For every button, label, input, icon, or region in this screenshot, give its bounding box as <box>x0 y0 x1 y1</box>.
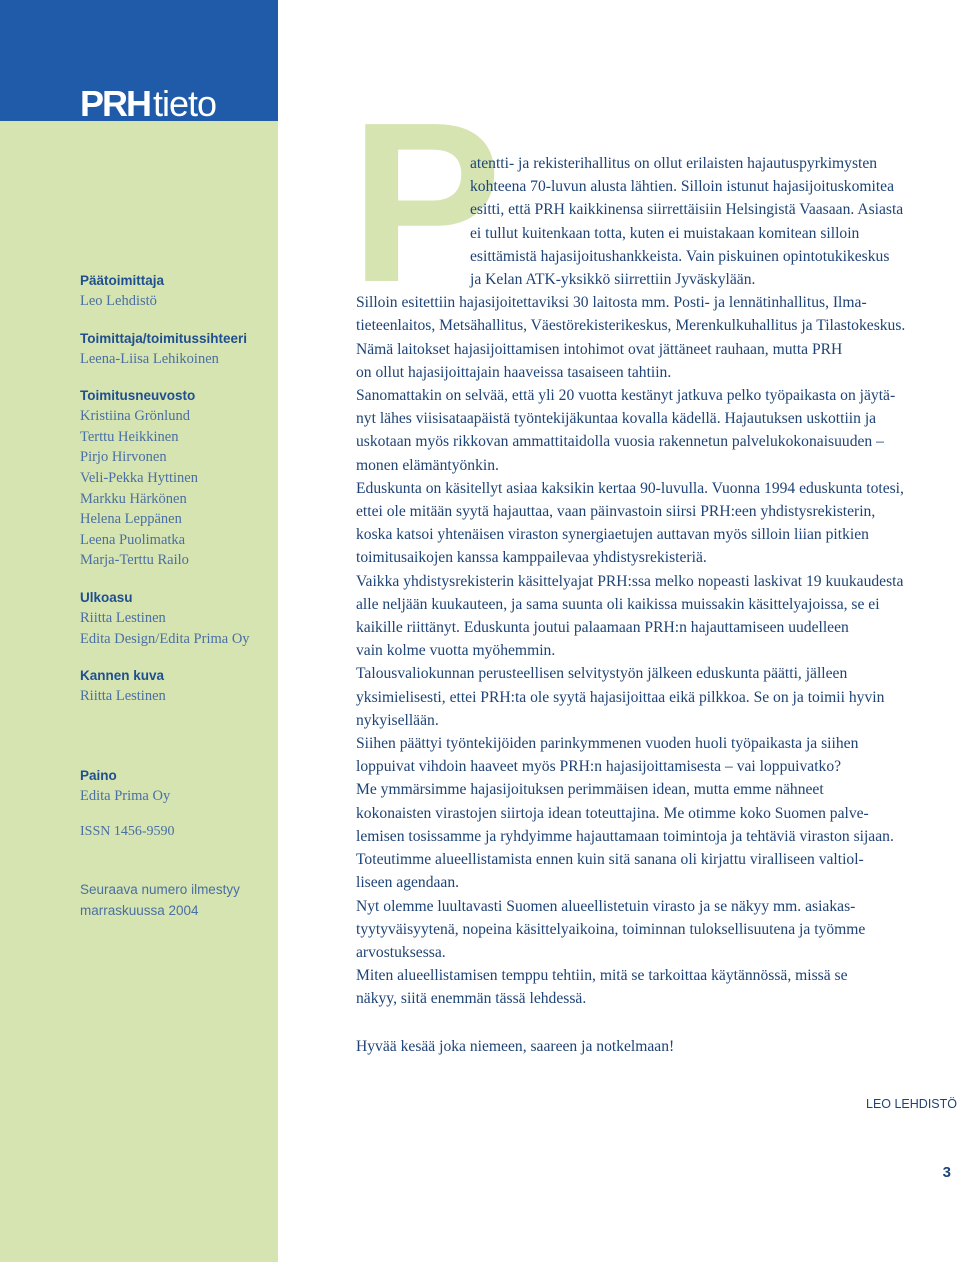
paragraph-line: nyt lähes viisisataapäistä työntekijäkuntaa kovalla kädellä. Hajautuksen uskottiin ja <box>356 410 877 428</box>
logo-prh: PRH <box>80 83 151 124</box>
masthead-name: Riitta Lestinen <box>80 688 166 705</box>
prh-tieto-logo <box>80 84 216 124</box>
lead-line: esitti, että PRH kaikkinensa siirrettäisiin Helsingistä Vaasaan. Asiasta <box>470 201 904 219</box>
paragraph-line: kokonaisten virastojen siirtoja idean toteuttajina. Me otimme koko Suomen palve- <box>356 804 869 822</box>
paragraph-line: on ollut hajasijoittajain haaveissa tasaiseen tahtiin. <box>356 363 672 381</box>
masthead <box>80 270 270 937</box>
paragraph-line: toimitusaikojen kanssa kamppailevaa yhdistysrekisteriä. <box>356 549 707 567</box>
masthead-heading: Päätoimittaja <box>80 273 165 288</box>
masthead-name: Marja-Terttu Railo <box>80 552 189 569</box>
next-issue-line: Seuraava numero ilmestyy <box>80 881 240 897</box>
paragraph-line: Toteutimme alueellistamista ennen kuin sitä sanana oli kirjattu viralliseen valtiol- <box>356 851 864 869</box>
masthead-heading: Ulkoasu <box>80 589 133 605</box>
masthead-paatoimittaja <box>80 270 270 312</box>
masthead-name: Leena-Liisa Lehikoinen <box>80 350 219 367</box>
lead-line: ja Kelan ATK-yksikkö siirrettiin Jyväskylään. <box>470 271 756 289</box>
article-paragraphs <box>356 291 960 1010</box>
paragraph-line: liseen agendaan. <box>356 874 460 892</box>
paragraph-line: koska katsoi yhtenäisen viraston synergiaetujen auttavan myös silloin liian pitkien <box>356 526 869 544</box>
article-paragraph <box>356 732 960 778</box>
masthead-name: Edita Design/Edita Prima Oy <box>80 630 250 647</box>
masthead-sidebar <box>0 0 278 1262</box>
logo-box <box>0 0 278 124</box>
paragraph-line: lemisen tosissamme ja ryhdyimme hajauttamaan toimintoja ja tehtäviä viraston sijaan. <box>356 827 894 845</box>
masthead-paino <box>80 765 270 807</box>
lead-line: kohteena 70-luvun alusta lähtien. Silloin istunut hajasijoituskomitea <box>470 178 895 196</box>
paragraph-line: vain kolme vuotta myöhemmin. <box>356 642 556 660</box>
masthead-heading: Toimitusneuvosto <box>80 388 196 404</box>
paragraph-line: arvostuksessa. <box>356 943 446 961</box>
paragraph-line: uskotaan myös rikkovan ammattitaidolla vuosia rakennetun palvelukokonaisuuden – <box>356 433 884 451</box>
article-paragraph <box>356 291 960 337</box>
paragraph-line: Nämä laitokset hajasijoittamisen intohimot ovat jättäneet rauhaan, mutta PRH <box>356 340 843 358</box>
masthead-name: Edita Prima Oy <box>80 787 171 804</box>
masthead-name: Leena Puolimatka <box>80 531 186 548</box>
masthead-name: Pirjo Hirvonen <box>80 449 167 466</box>
article-paragraph <box>356 477 960 570</box>
paragraph-line: Siihen päättyi työntekijöiden parinkymmenen vuoden huoli työpaikasta ja siihen <box>356 735 859 753</box>
lead-line: ei tullut kuitenkaan totta, kuten ei muistakaan komitean silloin <box>470 224 860 242</box>
paragraph-line: kaikille riittänyt. Eduskunta joutui palaamaan PRH:n hajauttamiseen uudelleen <box>356 619 849 637</box>
greeting: Hyvää kesää joka niemeen, saareen ja notkelmaan! <box>356 1038 675 1055</box>
masthead-heading: Paino <box>80 767 117 783</box>
masthead-name: Kristiina Grönlund <box>80 408 190 425</box>
article-paragraph <box>356 570 960 663</box>
masthead-heading: Toimittaja/toimitussihteeri <box>80 330 248 346</box>
issn-text: ISSN 1456-9590 <box>80 824 175 840</box>
masthead-toimittaja <box>80 328 270 370</box>
paragraph-line: loppuivat vihdoin haaveet myös PRH:n hajasijoittamisesta – vai loppuivatko? <box>356 758 842 776</box>
article-paragraph <box>356 338 960 384</box>
masthead-name: Markku Härkönen <box>80 490 187 507</box>
lead-line: atentti- ja rekisterihallitus on ollut erilaisten hajautuspyrkimysten <box>470 155 878 172</box>
issn <box>80 822 270 843</box>
lead-line: esittämistä hajasijoitushankkeista. Vain piskuinen opintotukikeskus <box>470 247 890 265</box>
masthead-heading: Kannen kuva <box>80 668 165 684</box>
logo-tieto: tieto <box>153 83 217 124</box>
next-issue <box>80 879 270 921</box>
page-number: 3 <box>942 1164 951 1181</box>
paragraph-line: Miten alueellistamisen temppu tehtiin, mitä se tarkoittaa käytännössä, missä se <box>356 967 848 985</box>
masthead-ulkoasu <box>80 587 270 649</box>
paragraph-line: tieteenlaitos, Metsähallitus, Väestörekisterikeskus, Merenkulkuhallitus ja Tilastokeskus. <box>356 317 906 335</box>
paragraph-line: Silloin esitettiin hajasijoitettaviksi 30 laitosta mm. Posti- ja lennätinhallitus, Ilma- <box>356 294 867 312</box>
paragraph-line: Nyt olemme luultavasti Suomen alueellistetuin virasto ja se näkyy mm. asiakas- <box>356 897 856 915</box>
lead-paragraph <box>356 152 960 291</box>
masthead-name: Helena Leppänen <box>80 511 182 528</box>
paragraph-line: Eduskunta on käsitellyt asiaa kaksikin kertaa 90-luvulla. Vuonna 1994 eduskunta totesi, <box>356 479 904 497</box>
paragraph-line: Talousvaliokunnan perusteellisen selvitystyön jälkeen eduskunta päätti, jälleen <box>356 665 848 683</box>
article-body <box>356 152 960 1011</box>
paragraph-line: monen elämäntyönkin. <box>356 456 499 474</box>
paragraph-line: ettei ole mitään syytä hajauttaa, vaan päinvastoin siirsi PRH:een yhdistysrekisterin, <box>356 503 876 521</box>
masthead-name: Terttu Heikkinen <box>80 428 179 445</box>
paragraph-line: Sanomattakin on selvää, että yli 20 vuotta kestänyt jatkuva pelko työpaikasta on jäytä- <box>356 387 896 405</box>
article-paragraph <box>356 895 960 965</box>
next-issue-line: marraskuussa 2004 <box>80 902 199 918</box>
masthead-name: Riitta Lestinen <box>80 609 166 626</box>
paragraph-line: Me ymmärsimme hajasijoituksen perimmäisen idean, mutta emme nähneet <box>356 781 824 799</box>
masthead-kannen-kuva <box>80 665 270 707</box>
drop-cap: P <box>350 76 503 330</box>
paragraph-line: Vaikka yhdistysrekisterin käsittelyajat PRH:ssa melko nopeasti laskivat 19 kuukaudesta <box>356 572 904 590</box>
paragraph-line: yksimielisesti, ettei PRH:ta ole syytä hajasijoittaa eikä pilkkoa. Se on ja toimii hyvin <box>356 688 885 706</box>
signature: LEO LEHDISTÖ <box>866 1097 957 1111</box>
article-paragraph <box>356 384 960 477</box>
masthead-toimitusneuvosto <box>80 385 270 571</box>
masthead-name: Leo Lehdistö <box>80 293 157 309</box>
paragraph-line: alle neljään kuukauteen, ja sama suunta oli kaikissa muissakin käsittelyajoissa, se ei <box>356 595 880 613</box>
paragraph-line: näkyy, siitä enemmän tässä lehdessä. <box>356 990 587 1008</box>
paragraph-line: nykyisellään. <box>356 711 439 729</box>
article-paragraph <box>356 778 960 848</box>
article-paragraph <box>356 848 960 894</box>
paragraph-line: tyytyväisyytenä, nopeina käsittelyaikoina, toiminnan tuloksellisuutena ja työmme <box>356 920 866 938</box>
article-paragraph <box>356 964 960 1010</box>
masthead-name: Veli-Pekka Hyttinen <box>80 469 198 486</box>
article-paragraph <box>356 662 960 732</box>
